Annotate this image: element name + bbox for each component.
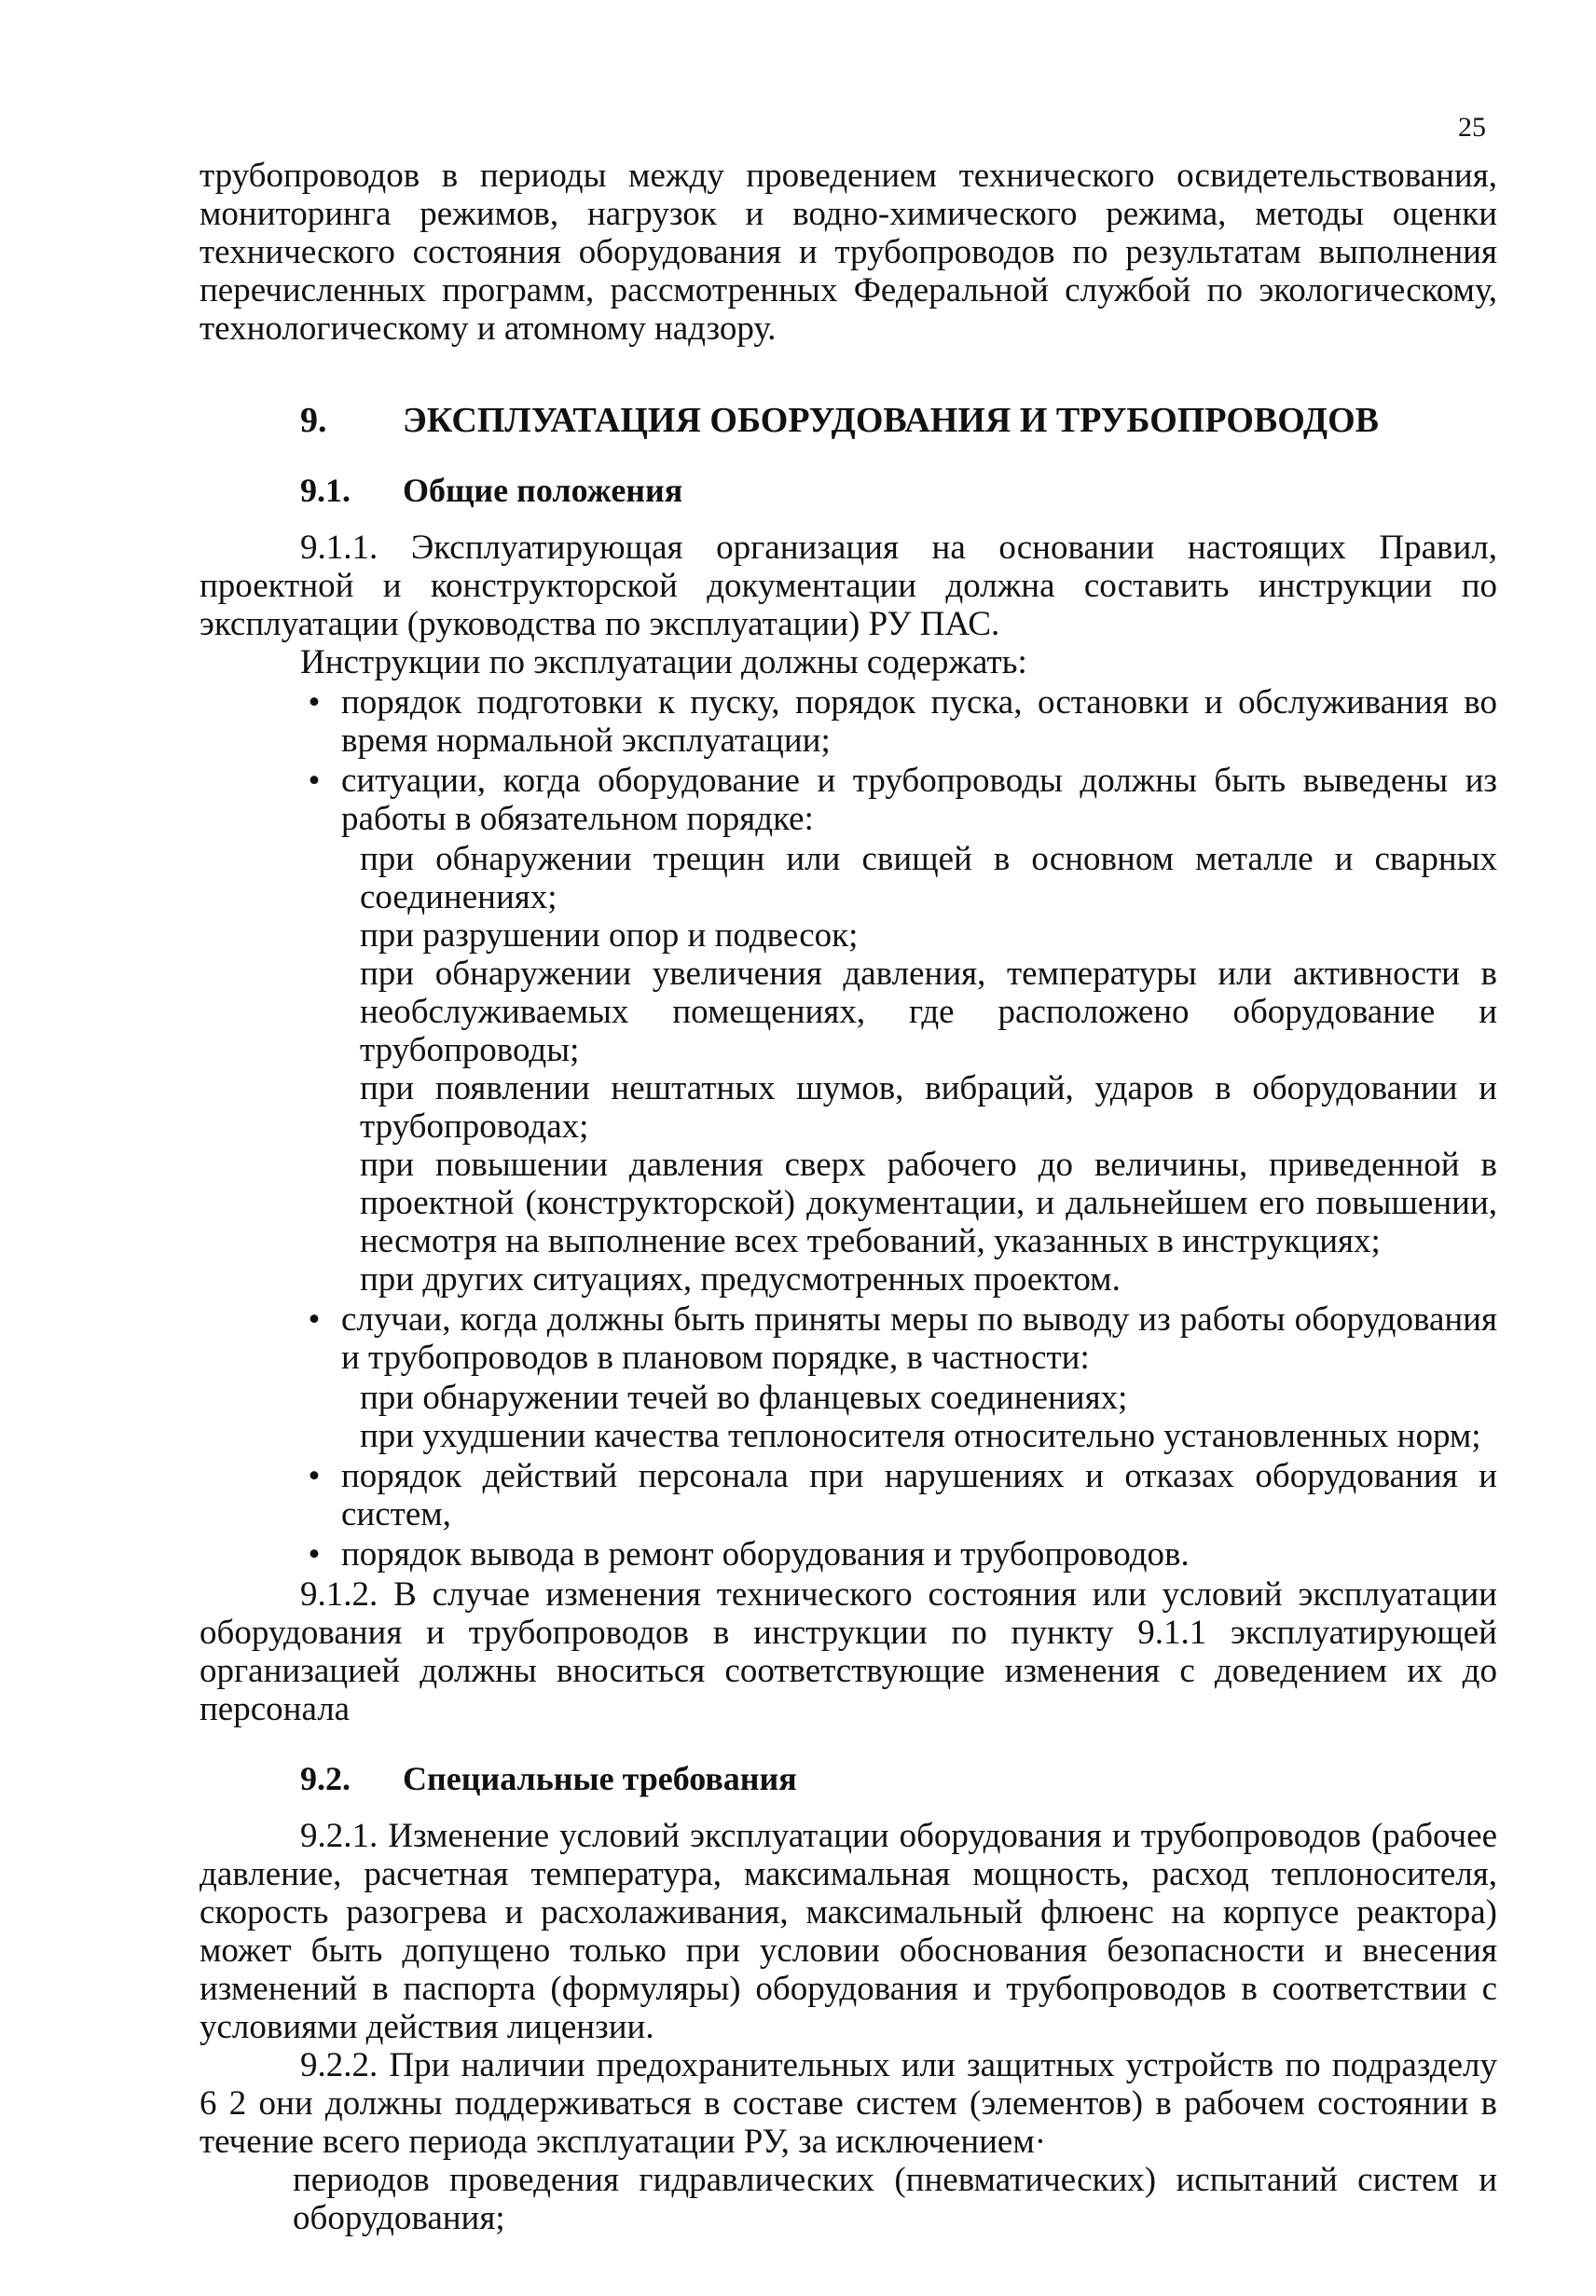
bullet-icon: •	[308, 1535, 321, 1574]
paragraph-9-1-1: 9.1.1. Эксплуатирующая организация на основании настоящих Правил, проектной и конструкторской документации должна составить инструкции по эксплуатации (руководства по эксплуатации) РУ ПАС.	[200, 529, 1497, 643]
paragraph-9-2-1: 9.2.1. Изменение условий эксплуатации оборудования и трубопроводов (рабочее давление, расчетная температура, максимальная мощность, расход теплоносителя, скорость разогрева и расхолаживания, максимальный флюенс на корпусе реактора) может быть допущено только при условии обоснования безопасности и внесения изменений в паспорта (формуляры) оборудования и трубопроводов в соответствии с условиями действия лицензии.	[200, 1817, 1497, 2046]
instructions-lead: Инструкции по эксплуатации должны содержать:	[300, 643, 1027, 681]
document-body	[200, 157, 1497, 2237]
list-item-text: случаи, когда должны быть приняты меры по выводу из работы оборудования и трубопроводов в плановом порядке, в частности:	[341, 1300, 1497, 1377]
list-item	[200, 1535, 1497, 1574]
section-number: 9.	[300, 401, 327, 440]
instructions-list	[200, 683, 1497, 1574]
list-item	[200, 683, 1497, 760]
exception-item: периодов проведения гидравлических (пневматических) испытаний систем и оборудования;	[293, 2161, 1497, 2237]
sub-list-item: при обнаружении трещин или свищей в основном металле и сварных соединениях;	[360, 840, 1497, 916]
bullet-icon: •	[308, 1300, 321, 1339]
bullet-icon: •	[308, 683, 321, 722]
intro-paragraph: трубопроводов в периоды между проведением технического освидетельствования, мониторинга режимов, нагрузок и водно-химического режима, методы оценки технического состояния оборудования и трубопроводов по результатам выполнения перечисленных программ, рассмотренных Федеральной службой по экологическому, технологическому и атомному надзору.	[200, 157, 1497, 348]
list-item-text: порядок вывода в ремонт оборудования и трубопроводов.	[341, 1535, 1190, 1574]
sub-list-item: при ухудшении качества теплоносителя относительно установленных норм;	[360, 1417, 1481, 1455]
page-number: 25	[1458, 112, 1486, 143]
subsection-number: 9.2.	[300, 1760, 351, 1797]
paragraph-9-2-2: 9.2.2. При наличии предохранительных или защитных устройств по подразделу 6 2 они должны поддерживаться в составе систем (элементов) в рабочем состоянии в течение всего периода эксплуатации РУ, за исключением·	[200, 2046, 1497, 2161]
bullet-icon: •	[308, 762, 321, 800]
list-item-text: порядок действий персонала при нарушениях и отказах оборудования и систем,	[341, 1457, 1497, 1533]
sub-list-item: при повышении давления сверх рабочего до величины, приведенной в проектной (конструкторской) документации, и дальнейшем его повышении, несмотря на выполнение всех требований, указанных в инструкциях;	[360, 1146, 1497, 1260]
list-item-text: порядок подготовки к пуску, порядок пуска, остановки и обслуживания во время нормальной эксплуатации;	[341, 683, 1497, 760]
subsection-title: Специальные требования	[403, 1760, 797, 1797]
sub-list-item: при других ситуациях, предусмотренных проектом.	[360, 1260, 1121, 1299]
list-item	[200, 1457, 1497, 1533]
subsection-number: 9.1.	[300, 472, 351, 509]
sub-list-item: при обнаружении увеличения давления, температуры или активности в необслуживаемых помещениях, где расположено оборудование и трубопроводы;	[360, 955, 1497, 1069]
bullet-icon: •	[308, 1457, 321, 1495]
section-heading	[300, 402, 1497, 440]
subsection-heading-9-1	[300, 472, 1497, 510]
sub-list-item: при появлении нештатных шумов, вибраций, ударов в оборудовании и трубопроводах;	[360, 1069, 1497, 1146]
list-item-text: ситуации, когда оборудование и трубопроводы должны быть выведены из работы в обязательном порядке:	[341, 762, 1497, 838]
subsection-heading-9-2	[300, 1760, 1497, 1798]
list-item	[200, 762, 1497, 838]
section-title: ЭКСПЛУАТАЦИЯ ОБОРУДОВАНИЯ И ТРУБОПРОВОДОВ	[403, 401, 1379, 440]
list-item	[200, 1300, 1497, 1377]
paragraph-9-1-2: 9.1.2. В случае изменения технического состояния или условий эксплуатации оборудования и трубопроводов в инструкции по пункту 9.1.1 эксплуатирующей организацией должны вноситься соответствующие изменения с доведением их до персонала	[200, 1575, 1497, 1728]
subsection-title: Общие положения	[403, 472, 683, 509]
sub-list-item: при обнаружении течей во фланцевых соединениях;	[360, 1379, 1128, 1417]
sub-list-item: при разрушении опор и подвесок;	[360, 916, 859, 955]
